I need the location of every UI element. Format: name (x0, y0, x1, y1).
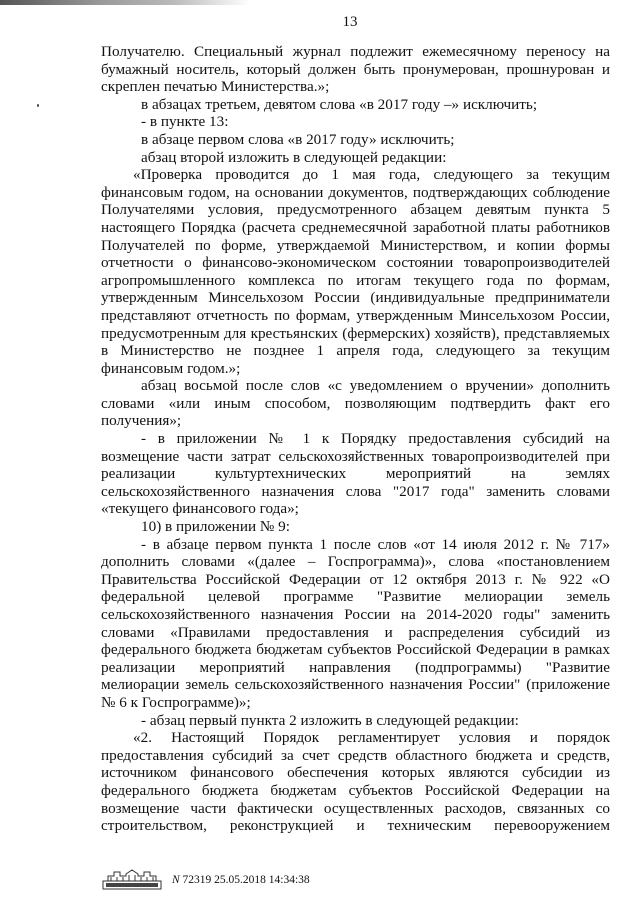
footer-datetime: 25.05.2018 14:34:38 (214, 874, 310, 886)
page-number-text: 13 (342, 14, 358, 30)
paragraph: - в приложении № 1 к Порядку предоставления субсидий на возмещение части затрат сельскохозяйственных товаропроизводителей при реализации культуртехнических мероприятий на землях сельскохозяйственного назначения слова "2017 года" заменить словами «текущего финансового года»; (101, 430, 610, 518)
paragraph: 10) в приложении № 9: (141, 518, 290, 536)
paragraph: - абзац первый пункта 2 изложить в следующей редакции: (141, 711, 519, 729)
page-number (0, 12, 640, 32)
footer-mark: N (172, 874, 180, 886)
paragraph: в абзацах третьем, девятом слова «в 2017 году –» исключить; (141, 95, 538, 113)
registry-stamp-icon (102, 868, 162, 890)
document-footer (102, 868, 402, 894)
paragraph: - в абзаце первом пункта 1 после слов «от 14 июля 2012 г. № 717» дополнить словами «(далее – Госпрограмма)», слова «постановлением Правительства Российской Федерации от 12 октября 2013 г. № 922 «О федеральной целевой программе "Развитие мелиорации земель сельскохозяйственного назначения России на 2014-2020 годы" заменить словами «Правилами предоставления и распределения субсидий из федерального бюджета бюджетам субъектов Российской Федерации в рамках реализации мероприятий направления (подпрограммы) "Развитие мелиорации земель сельскохозяйственного назначения России" (приложение № 6 к Госпрограмме)»; (101, 535, 610, 711)
scan-speck (37, 104, 39, 107)
paragraph: «2. Настоящий Порядок регламентирует условия и порядок предоставления субсидий за счет средств областного бюджета и средств, источником финансового обеспечения которых являются субсидии из федерального бюджета бюджетам субъектов Российской Федерации на возмещение части фактически осуществленных расходов, связанных со строительством, реконструкцией и техническим перевооружением (101, 729, 610, 835)
footer-registration (172, 874, 310, 887)
paragraph: «Проверка проводится до 1 мая года, следующего за текущим финансовым годом, на основании документов, подтверждающих соблюдение Получателями условия, предусмотренного абзацем девятым пункта 5 настоящего Порядка (расчета среднемесячной заработной платы работников Получателей по форме, утверждаемой Министерством, и копии формы отчетности о финансово-экономическом состоянии товаропроизводителей агропромышленного комплекса по итогам текущего года по формам, утвержденным Минсельхозом России (индивидуальные предприниматели представляют отчетность по формам, утвержденным Минсельхозом России, предусмотренным для крестьянских (фермерских) хозяйств), представляемых в Министерство не позднее 1 апреля года, следующего за текущим финансовым годом.»; (101, 166, 610, 377)
paragraph: абзац восьмой после слов «с уведомлением о вручении» дополнить словами «или иным способом, позволяющим подтвердить факт его получения»; (101, 377, 610, 430)
document-body (101, 43, 610, 835)
paragraph: - в пункте 13: (141, 113, 229, 131)
footer-doc-id: 72319 (182, 874, 212, 886)
paragraph: абзац второй изложить в следующей редакции: (141, 148, 447, 166)
scan-edge-mark (0, 0, 250, 5)
paragraph: Получателю. Специальный журнал подлежит ежемесячному переносу на бумажный носитель, который должен быть пронумерован, прошнурован и скреплен печатью Министерства.»; (101, 43, 610, 96)
paragraph: в абзаце первом слова «в 2017 году» исключить; (141, 130, 455, 148)
